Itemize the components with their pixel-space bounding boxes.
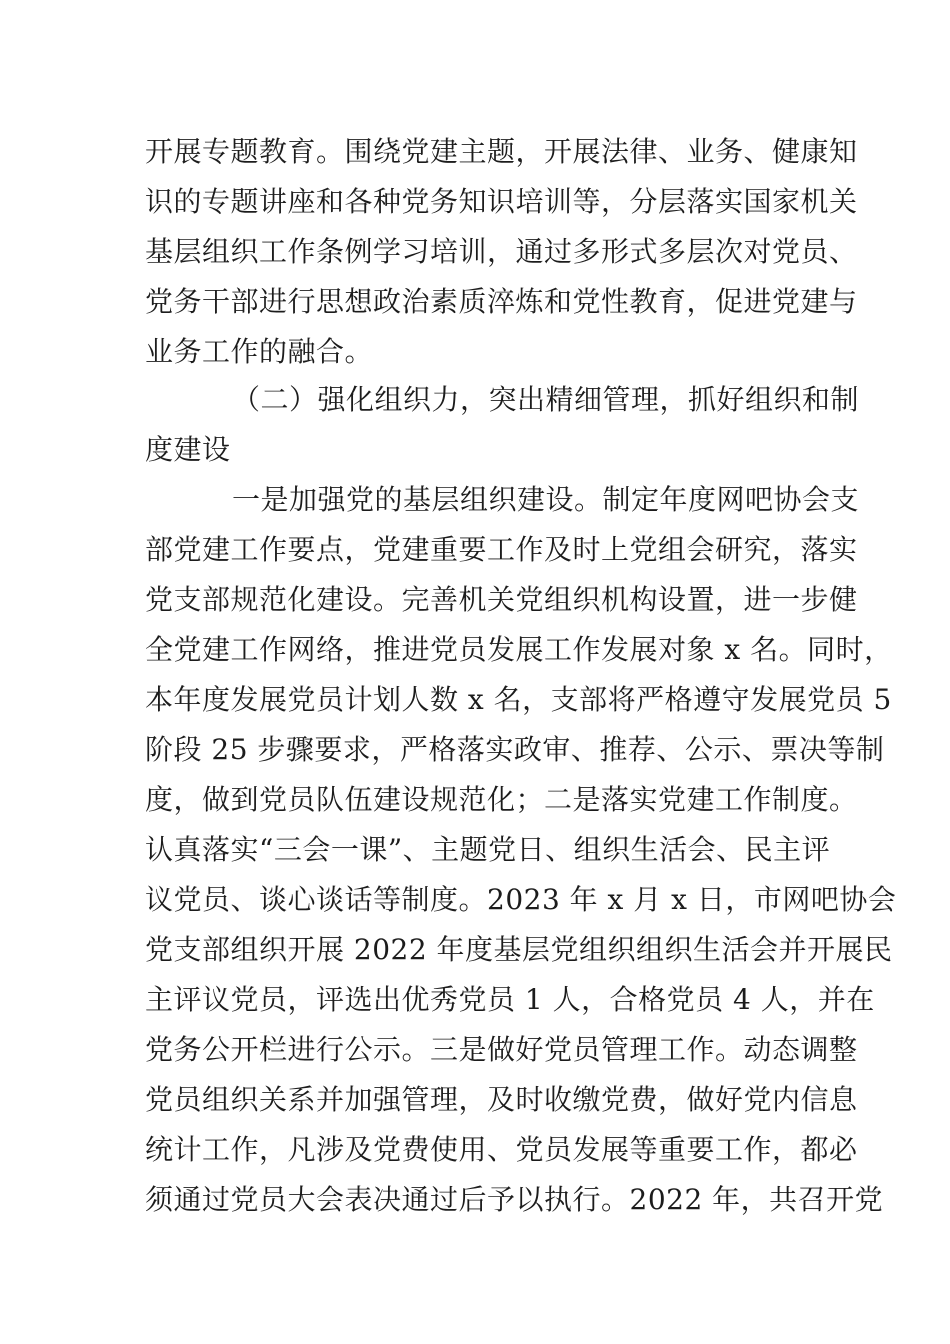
section-heading-continued: 度建设 <box>145 433 231 466</box>
text-line: 党务公开栏进行公示。三是做好党员管理工作。动态调整 <box>145 1033 858 1066</box>
text-line: 主评议党员，评选出优秀党员 1 人，合格党员 4 人，并在 <box>145 983 875 1016</box>
text-line: 阶段 25 步骤要求，严格落实政审、推荐、公示、票决等制 <box>145 733 885 766</box>
text-line: 党员组织关系并加强管理，及时收缴党费，做好党内信息 <box>145 1083 858 1116</box>
text-line: 本年度发展党员计划人数 x 名，支部将严格遵守发展党员 5 <box>145 683 892 716</box>
text-line: 基层组织工作条例学习培训，通过多形式多层次对党员、 <box>145 235 858 268</box>
text-line: 统计工作，凡涉及党费使用、党员发展等重要工作，都必 <box>145 1133 858 1166</box>
text-line: 认真落实“三会一课”、主题党日、组织生活会、民主评 <box>145 833 831 866</box>
text-line: 一是加强党的基层组织建设。制定年度网吧协会支 <box>232 483 860 516</box>
section-heading: （二）强化组织力，突出精细管理，抓好组织和制 <box>232 383 860 416</box>
text-line: 党支部组织开展 2022 年度基层党组织组织生活会并开展民 <box>145 933 893 966</box>
text-line: 开展专题教育。围绕党建主题，开展法律、业务、健康知 <box>145 135 858 168</box>
text-line: 全党建工作网络，推进党员发展工作发展对象 x 名。同时， <box>145 633 893 666</box>
text-line: 党支部规范化建设。完善机关党组织机构设置，进一步健 <box>145 583 858 616</box>
text-line: 党务干部进行思想政治素质淬炼和党性教育，促进党建与 <box>145 285 858 318</box>
text-line: 业务工作的融合。 <box>145 335 374 368</box>
text-line: 须通过党员大会表决通过后予以执行。2022 年，共召开党 <box>145 1183 884 1216</box>
text-line: 识的专题讲座和各种党务知识培训等，分层落实国家机关 <box>145 185 858 218</box>
text-line: 部党建工作要点，党建重要工作及时上党组会研究，落实 <box>145 533 858 566</box>
text-line: 议党员、谈心谈话等制度。2023 年 x 月 x 日，市网吧协会 <box>145 883 897 916</box>
text-line: 度，做到党员队伍建设规范化；二是落实党建工作制度。 <box>145 783 858 816</box>
